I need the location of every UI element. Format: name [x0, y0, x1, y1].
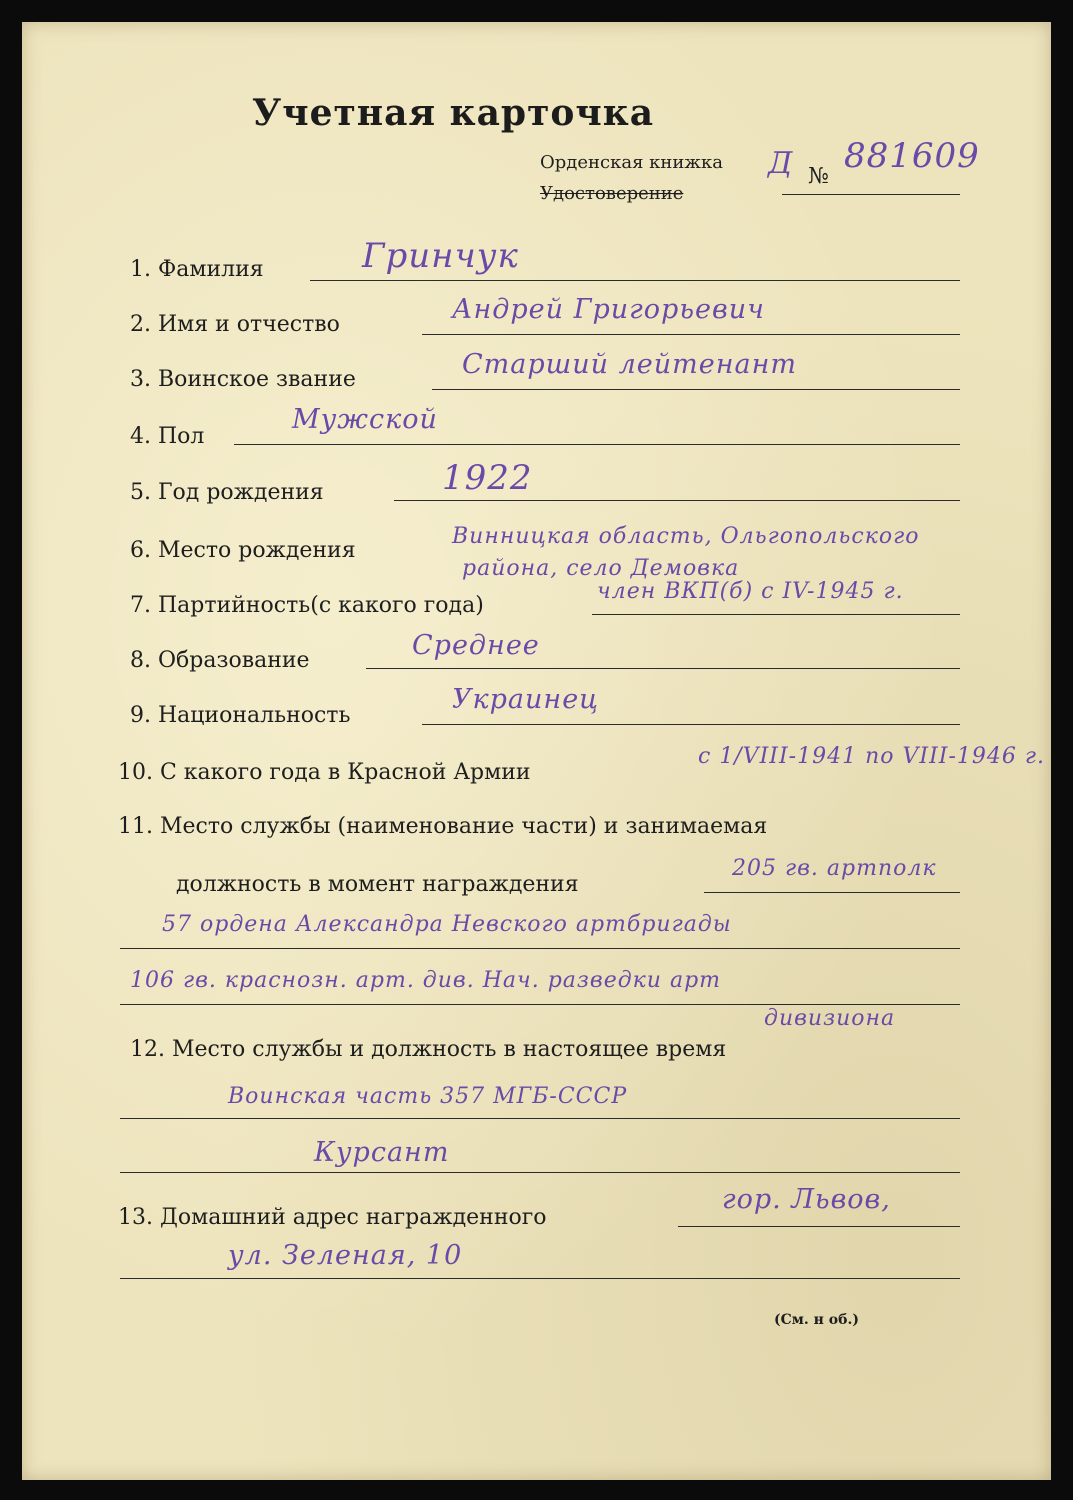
field-label-rank: 3. Воинское звание [130, 367, 356, 392]
field-value-rank: Старший лейтенант [462, 349, 797, 380]
field-label-home-address: 13. Домашний адрес награжденного [118, 1205, 547, 1230]
field-value-service-place-4: дивизиона [764, 1006, 896, 1031]
field-value-home-address-2: ул. Зеленая, 10 [228, 1240, 463, 1271]
field-label-service-place: 11. Место службы (наименование части) и занимаемая [118, 814, 768, 839]
field-label-birth-place: 6. Место рождения [130, 538, 356, 563]
field-line [310, 280, 960, 281]
number-handwritten: 881609 [844, 136, 980, 176]
field-value-name: Андрей Григорьевич [452, 294, 765, 325]
field-label-service-place-2: должность в момент награждения [176, 872, 579, 897]
field-line [120, 1004, 960, 1005]
field-value-current-service-2: Курсант [314, 1137, 450, 1168]
field-value-party: член ВКП(б) с IV-1945 г. [597, 579, 904, 604]
field-value-service-place: 205 гв. артполк [732, 856, 937, 881]
field-label-army-since: 10. С какого года в Красной Армии [118, 760, 531, 785]
field-line [366, 668, 960, 669]
field-line [394, 500, 960, 501]
field-label-nationality: 9. Национальность [130, 703, 351, 728]
field-line [234, 444, 960, 445]
field-value-sex: Мужской [292, 404, 438, 435]
field-value-birth-place: Винницкая область, Ольгопольского [452, 524, 920, 549]
field-label-party: 7. Партийность(с какого года) [130, 593, 484, 618]
field-value-birth-place-2: района, село Демовка [462, 556, 740, 581]
field-label-current-service: 12. Место службы и должность в настоящее время [130, 1037, 727, 1062]
field-value-service-place-3: 106 гв. краснозн. арт. див. Нач. разведки арт [130, 968, 722, 993]
field-value-nationality: Украинец [452, 684, 600, 715]
field-label-surname: 1. Фамилия [130, 257, 264, 282]
field-value-service-place-2: 57 ордена Александра Невского артбригады [162, 912, 732, 937]
series-handwritten: Д [768, 146, 793, 181]
field-value-education: Среднее [412, 630, 540, 661]
footnote: (См. н об.) [774, 1312, 859, 1328]
field-line [120, 948, 960, 949]
field-label-birth-year: 5. Год рождения [130, 480, 324, 505]
field-line [704, 892, 960, 893]
doc-type-certificate: Удостоверение [540, 183, 684, 204]
field-line [592, 614, 960, 615]
field-line [432, 389, 960, 390]
field-label-name: 2. Имя и отчество [130, 312, 340, 337]
card-title: Учетная карточка [252, 92, 655, 134]
field-value-home-address: гор. Львов, [722, 1184, 891, 1215]
field-label-education: 8. Образование [130, 648, 310, 673]
field-line [120, 1172, 960, 1173]
field-line [120, 1278, 960, 1279]
doc-type-order-book: Орденская книжка [540, 152, 723, 173]
field-line [422, 724, 960, 725]
record-card [22, 22, 1051, 1480]
field-line [422, 334, 960, 335]
field-value-surname: Гринчук [362, 236, 519, 276]
field-value-army-since: с 1/VIII-1941 по VIII-1946 г. [698, 744, 1045, 769]
number-sign: № [808, 164, 829, 189]
field-label-sex: 4. Пол [130, 424, 205, 449]
field-line [678, 1226, 960, 1227]
field-line [120, 1118, 960, 1119]
field-value-birth-year: 1922 [442, 458, 533, 498]
number-underline [782, 194, 960, 195]
field-value-current-service: Воинская часть 357 МГБ-СССР [228, 1084, 628, 1109]
